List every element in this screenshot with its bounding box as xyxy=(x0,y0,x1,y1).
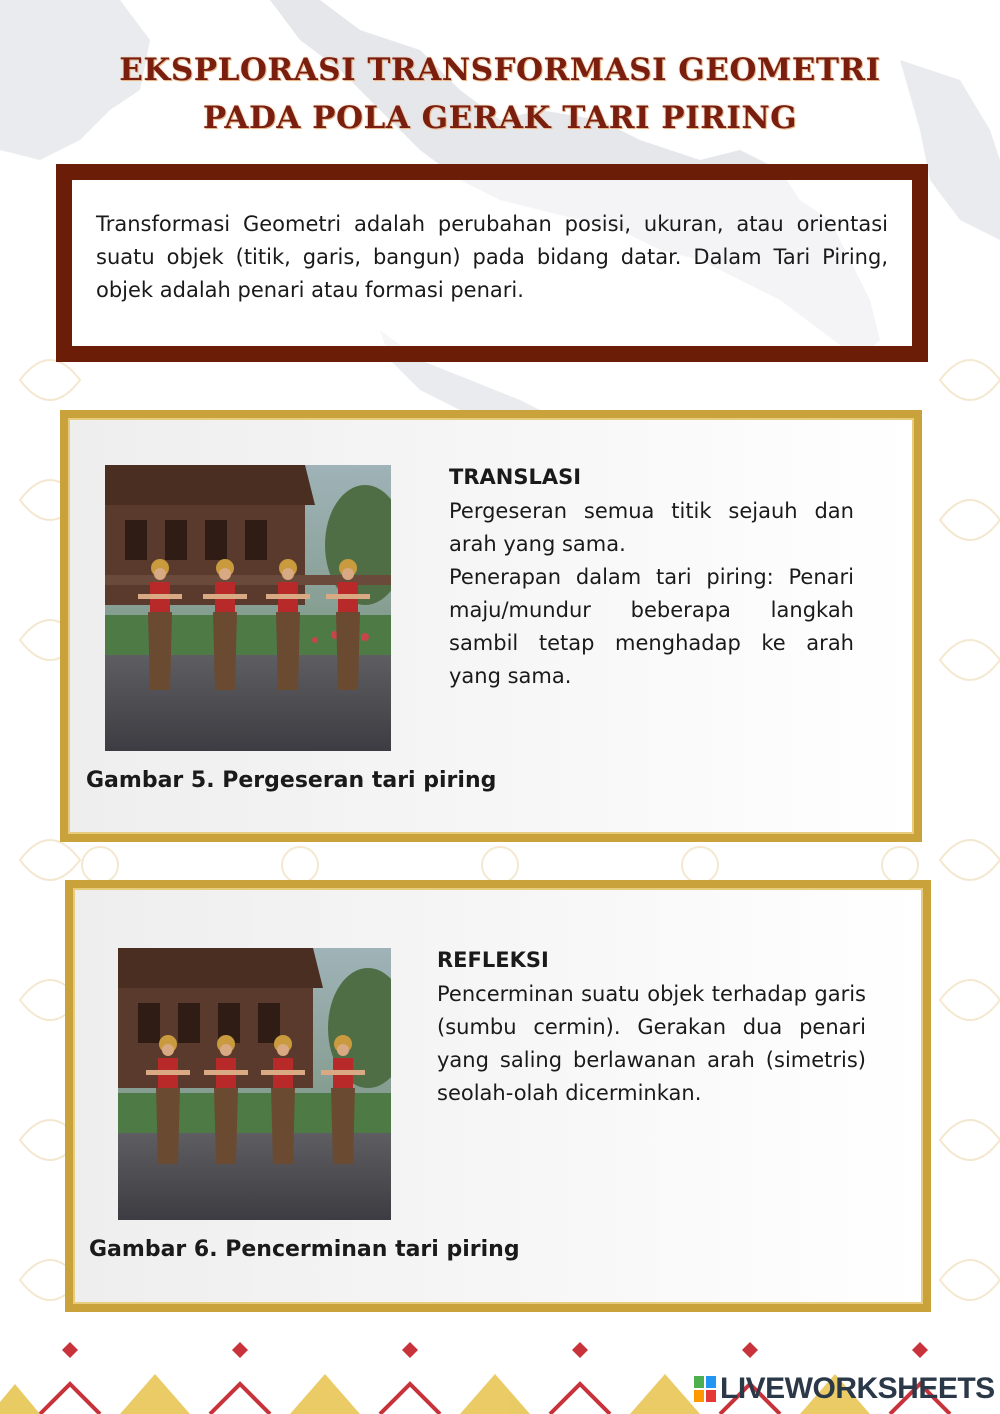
page-title-line-2: PADA POLA GERAK TARI PIRING xyxy=(202,100,798,136)
logo-text: LIVEWORKSHEETS xyxy=(720,1372,995,1405)
translasi-definition: Pergeseran semua titik sejauh dan arah yang sama. xyxy=(449,499,854,556)
translasi-application: Penerapan dalam tari piring: Penari maju/mundur beberapa langkah sambil tetap menghadap ke arah yang sama. xyxy=(449,565,854,688)
intro-box xyxy=(56,164,928,362)
intro-text: Transformasi Geometri adalah perubahan posisi, ukuran, atau orientasi suatu objek (titik, garis, bangun) pada bidang datar. Dalam Tari Piring, objek adalah penari atau formasi penari. xyxy=(96,212,888,302)
page-title-line-1: EKSPLORASI TRANSFORMASI GEOMETRI xyxy=(119,52,881,88)
dancers-photo-translasi xyxy=(105,465,391,751)
dancers-photo-refleksi xyxy=(118,948,391,1220)
figure-caption-5: Gambar 5. Pergeseran tari piring xyxy=(86,768,497,793)
translasi-heading: TRANSLASI xyxy=(449,465,582,489)
figure-caption-6: Gambar 6. Pencerminan tari piring xyxy=(89,1237,520,1262)
refleksi-heading: REFLEKSI xyxy=(437,948,549,972)
refleksi-definition: Pencerminan suatu objek terhadap garis (sumbu cermin). Gerakan dua penari yang saling berlawanan arah (simetris) seolah-olah dicerminkan. xyxy=(437,982,866,1105)
liveworksheets-logo-icon xyxy=(694,1376,716,1402)
liveworksheets-logo[interactable] xyxy=(694,1374,995,1404)
